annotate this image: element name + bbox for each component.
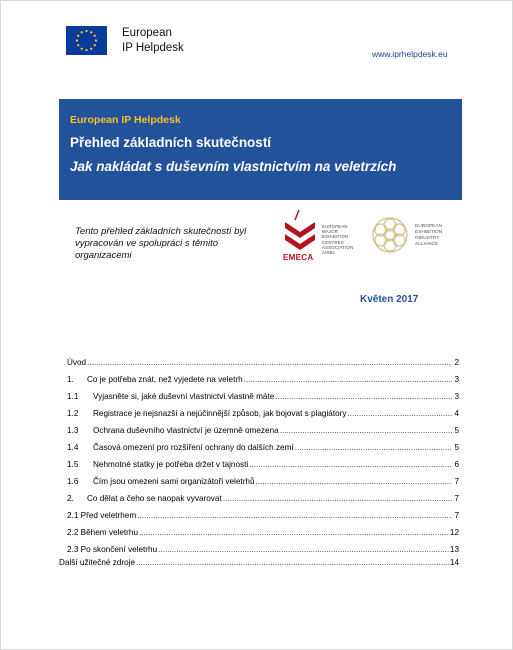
toc-page-number: 7 [454,494,459,503]
emeca-line: EXHIBITION [322,234,349,240]
toc-page-number: 3 [454,375,459,384]
toc-entry-title: Úvod [67,358,87,367]
toc-leader [223,494,452,503]
toc-entry-number: 1.4 [67,443,79,452]
eeia-line: INDUSTRY [415,236,440,241]
toc-page-number: 7 [454,511,459,520]
brand-line-1: European [122,27,172,39]
toc-page-number: 12 [449,528,459,537]
toc-entry-number: 1.6 [67,477,79,486]
toc-entry[interactable] [67,443,459,456]
toc-entry-number: 1. [67,375,74,384]
toc-leader [249,460,452,469]
eu-star-icon [76,39,78,41]
toc-leader [348,409,452,418]
toc-leader [137,511,452,520]
toc-page-number: 2 [454,358,459,367]
toc-entry[interactable] [67,477,459,490]
toc-entry-number: 1.5 [67,460,79,469]
toc-page-number: 14 [449,558,459,567]
toc-entry-title: Další užitečné zdroje [59,558,135,567]
emeca-line: EUROPEAN [322,224,348,229]
publication-date: Květen 2017 [360,294,419,305]
toc-entry-number: 2. [67,494,74,503]
toc-entry-title: Registrace je nejsnazší a nejúčinnější způsob, jak bojovat s plagiátory [93,409,347,418]
toc-page-number: 6 [454,460,459,469]
toc-entry-title: Ochrana duševního vlastnictví je územně omezena [93,426,279,435]
helpdesk-brand [122,26,184,56]
toc-entry[interactable] [67,409,459,422]
toc-entry-title: 2.3 Po skončení veletrhu [67,545,158,554]
partner-note [75,226,275,262]
eu-flag-logo [66,26,107,55]
toc-leader [244,375,452,384]
eu-stars-icon [66,26,107,55]
toc-page-number: 3 [454,392,459,401]
toc-entry-title: 2.1 Před veletrhem [67,511,137,520]
eu-star-icon [85,49,87,51]
eu-star-icon [90,48,92,50]
eu-star-icon [85,30,87,32]
toc-entry[interactable] [67,375,459,388]
toc-entry[interactable] [67,460,459,473]
toc-entry-title: Časová omezení pro rozšíření ochrany do dalších zemí [93,443,294,452]
eeia-line: EXHIBITION [415,230,443,235]
toc-leader [280,426,452,435]
toc-entry-title: Co je potřeba znát, než vyjedete na veletrh [87,375,243,384]
toc-leader [275,392,452,401]
toc-entry-title: Co dělat a čeho se naopak vyvarovat [87,494,222,503]
toc-entry-title: 2.2 Během veletrhu [67,528,139,537]
toc-leader [295,443,452,452]
toc-entry-title: Vyjasněte si, jaké duševní vlastnictví vlastně máte [93,392,275,401]
eu-star-icon [77,44,79,46]
toc-entry[interactable] [67,528,459,541]
emeca-line: MAJOR [322,229,339,235]
eeia-name [415,224,442,248]
toc-leader [139,528,449,537]
emeca-full-name [322,224,353,255]
banner-kicker: European IP Helpdesk [70,114,181,126]
toc-entry-number: 1.1 [67,392,79,401]
toc-entry[interactable] [59,558,459,571]
eu-star-icon [77,35,79,37]
eeia-line: ALLIANCE [415,242,439,247]
emeca-line: CENTRES [322,239,344,245]
partner-note-line-1: Tento přehled základních skutečností byl [75,226,247,237]
toc-entry-number: 1.3 [67,426,79,435]
toc-leader [158,545,449,554]
toc-page-number: 7 [454,477,459,486]
eu-star-icon [94,44,96,46]
partner-note-line-2: vypracován ve spolupráci s těmito [75,238,219,249]
toc-leader [87,358,452,367]
partner-note-line-3: organizacemi [75,250,132,261]
brand-line-2: IP Helpdesk [122,42,184,54]
toc-leader [256,477,452,486]
emeca-name: EMECA [283,253,314,262]
eeia-rosette-icon [370,215,410,255]
toc-entry-title: Čím jsou omezeni sami organizátoři veletrhů [93,477,255,486]
toc-entry[interactable] [67,494,459,507]
emeca-line: ASSOCIATION [322,244,354,250]
eu-star-icon [95,39,97,41]
website-link[interactable]: www.iprhelpdesk.eu [372,49,448,59]
title-banner [59,99,462,200]
eu-star-icon [81,31,83,33]
toc-entry[interactable] [67,511,459,524]
emeca-line: AISBL [322,250,336,256]
toc-leader [136,558,449,567]
eeia-line: EUROPEAN [415,224,442,229]
document-subtitle: Jak nakládat s duševním vlastnictvím na veletrzích [70,159,397,174]
toc-page-number: 4 [454,409,459,418]
toc-page-number: 5 [454,443,459,452]
toc-entry[interactable] [67,426,459,439]
eu-star-icon [94,35,96,37]
toc-entry[interactable] [67,358,459,371]
eu-star-icon [90,31,92,33]
document-title: Přehled základních skutečností [70,135,272,150]
toc-entry-title: Nehmotné statky je potřeba držet v tajnosti [93,460,249,469]
toc-entry-number: 1.2 [67,409,79,418]
toc-page-number: 13 [449,545,459,554]
eu-star-icon [81,48,83,50]
toc-page-number: 5 [454,426,459,435]
toc-entry[interactable] [67,392,459,405]
toc-entry[interactable] [67,545,459,558]
